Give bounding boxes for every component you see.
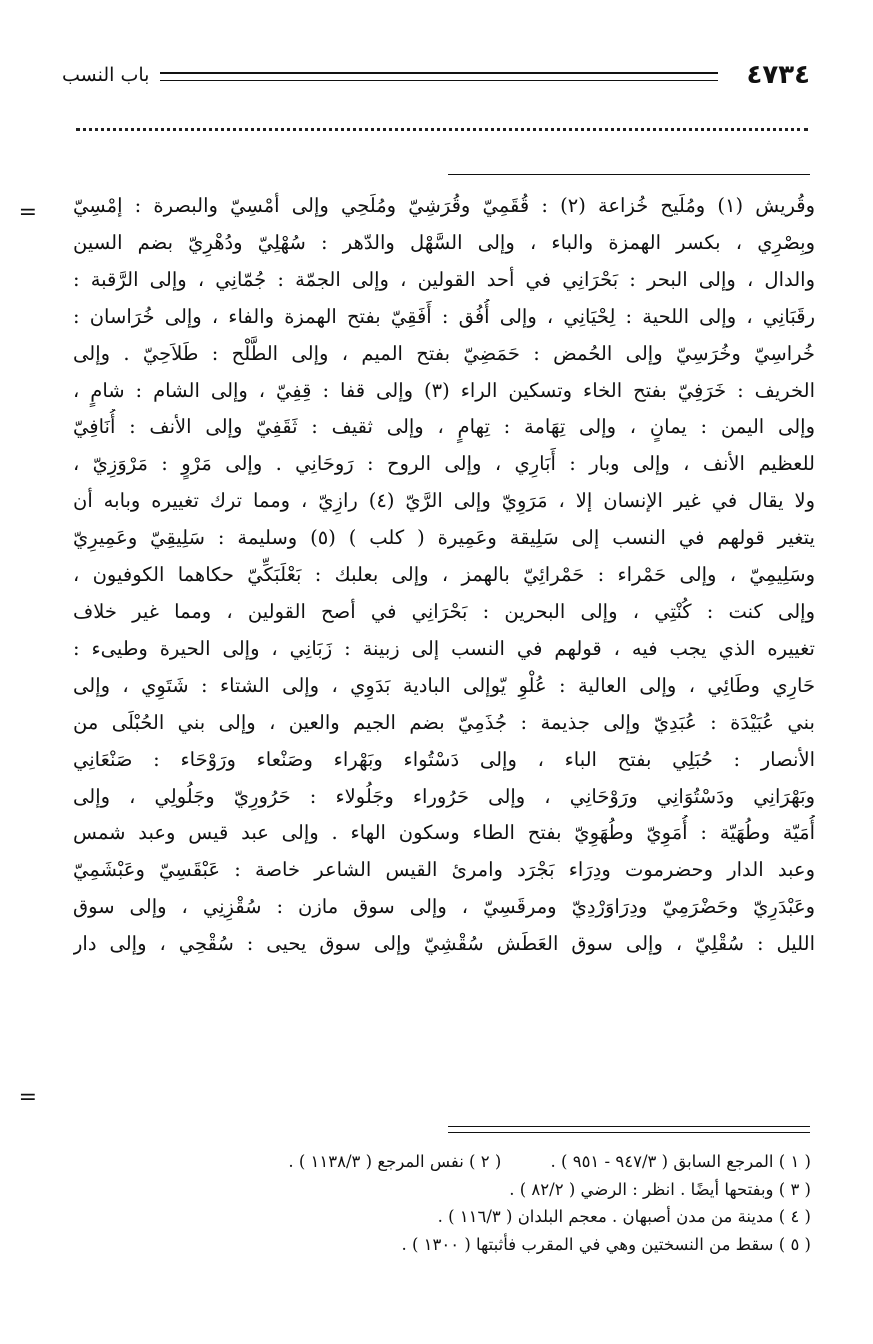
text-line: للعظيم الأنف ، وإلى وبار : أَبَارِي ، وإلى الروح : رَوحَانِي . وإلى مَرْوٍ : مَرْوَزِيّ ،	[73, 452, 815, 476]
text-line: وإلى اليمن : يمانٍ ، وإلى تِهَامة : تِهامٍ ، وإلى ثقيف : ثَقَفِيّ وإلى الأنف : أُنَافِيّ	[73, 415, 815, 439]
continuation-mark-start: =	[18, 200, 37, 225]
main-text	[73, 188, 815, 963]
text-top-rule	[448, 174, 810, 175]
footnote-row	[91, 1148, 811, 1176]
text-line: تغييره الذي يجب فيه ، قولهم في النسب إلى زبينة : زَبَانِي ، وإلى الحيرة وطيىء :	[73, 636, 815, 660]
footnote-1: ( ١ ) المرجع السابق ( ٩٤٧/٣ - ٩٥١ ) .	[550, 1152, 811, 1171]
dotted-separator	[76, 128, 808, 135]
text-line: وعبد الدار وحضرموت ودِرَاء بَجْرَد وامرئ القيس الشاعر خاصة : عَبْقَسِيّ وعَبْشَمِيّ	[73, 858, 815, 882]
footnote-5: ( ٥ ) سقط من النسختين وهي في المقرب فأثبتها ( ١٣٠٠ ) .	[401, 1234, 811, 1254]
text-line: وعَبْدَرِيّ وحَضْرَمِيّ ودِرَاوَرْدِيّ ومرقَسِيّ ، وإلى سوق مازن : سُقْزِنِي ، وإلى سوق	[73, 895, 815, 919]
text-line: رقَبَانِي ، وإلى اللحية : لِحْيَانِي ، وإلى أُفُق : أَفَقِيّ بفتح الهمزة والفاء ، وإلى خُرَاسان :	[73, 304, 815, 328]
text-line: خُراسِيّ وخُرَسِيّ وإلى الحُمض : حَمَضِيّ بفتح الميم ، وإلى الطَّلْح : طَلاَحِيّ . وإلى	[73, 341, 815, 365]
text-line: وبَهْرَانِي ودَسْتُوَانِي ورَوْحَانِي ، وإلى حَرُوراء وجَلُولاء : حَرُورِيّ وجَلُولِي ، وإلى	[73, 784, 815, 808]
text-line: الخريف : خَرَفِيّ بفتح الخاء وتسكين الراء (٣) وإلى قفا : قِفِيّ ، وإلى الشام : شامٍ ،	[73, 378, 815, 402]
text-line: حَارِي وطَائِي ، وإلى العالية : عُلْوِ يّوإلى البادية بَدَوِي ، وإلى الشتاء : شَتَوِي ، وإلى	[73, 673, 815, 697]
text-line: أُمَيّة وطُهَيّة : أُمَوِيّ وطُهَوِيّ بفتح الطاء وسكون الهاء . وإلى عبد قيس وعبد شمس	[73, 821, 815, 845]
text-line: وإلى كنت : كُنْتِي ، وإلى البحرين : بَحْرَانِي في أصح القولين ، ومما غير خلاف	[73, 599, 815, 623]
footnote-3: ( ٣ ) وبفتحها أيضًا . انظر : الرضي ( ٨٢/٢ ) .	[509, 1179, 811, 1199]
footnotes	[91, 1148, 811, 1258]
text-line: ولا يقال في غير الإنسان إلا ، مَرَوِيّ وإلى الرَّيّ (٤) رازِيّ ، ومما ترك تغييره وبابه أن	[73, 489, 815, 513]
footnote-4: ( ٤ ) مدينة من مدن أصبهان . معجم البلدان ( ١١٦/٣ ) .	[437, 1207, 811, 1226]
text-line: بني عُبَيْدَة : عُبَدِيّ وإلى جذيمة : جُذَمِيّ بضم الجيم والعين ، وإلى بني الحُبْلَى من	[73, 710, 815, 734]
footnote-2: ( ٢ ) نفس المرجع ( ١١٣٨/٣ ) .	[288, 1152, 502, 1171]
text-line: وبِصْرِي ، بكسر الهمزة والباء ، وإلى السَّهْل والدّهر : سُهْلِيّ ودُهْرِيّ بضم السين	[73, 230, 815, 254]
text-line: وسَلِيمِيّ ، وإلى حَمْراء : حَمْرائِيّ بالهمز ، وإلى بعلبك : بَعْلَبَكِّيّ حكاهما الكوفيون ،	[73, 563, 815, 587]
running-head	[62, 58, 810, 98]
page-number: ٤٧٣٤	[746, 60, 810, 90]
text-line: الأنصار : حُبَلِي بفتح الباء ، وإلى دَسْتُواء وبَهْراء وصَنْعاء ورَوْحَاء : صَنْعَانِي	[73, 747, 815, 771]
text-line: الليل : سُقْلِيّ ، وإلى سوق العَطَش سُقْشِيّ وإلى سوق يحيى : سُقْحِي ، وإلى دار	[73, 932, 815, 956]
header-rule	[160, 72, 718, 81]
text-line: والدال ، وإلى البحر : بَحْرَانِي في أحد القولين ، وإلى الجمّة : جُمّانِي ، وإلى الرَّقبة :	[73, 267, 815, 291]
continuation-mark-end: =	[18, 1085, 37, 1110]
text-line: وقُريش (١) ومُلَيح خُزاعة (٢) : قُقَمِيّ وقُرَشِيّ ومُلَحِي وإلى أمْسِيّ والبصرة : إمْسِيّ	[73, 194, 815, 217]
section-title: باب النسب	[62, 64, 150, 86]
text-line: يتغير قولهم في النسب إلى سَلِيقة وعَمِيرة ( كلب ) (٥) وسليمة : سَلِيقِيّ وعَمِيرِيّ	[73, 526, 815, 550]
footnote-rule	[448, 1126, 810, 1133]
